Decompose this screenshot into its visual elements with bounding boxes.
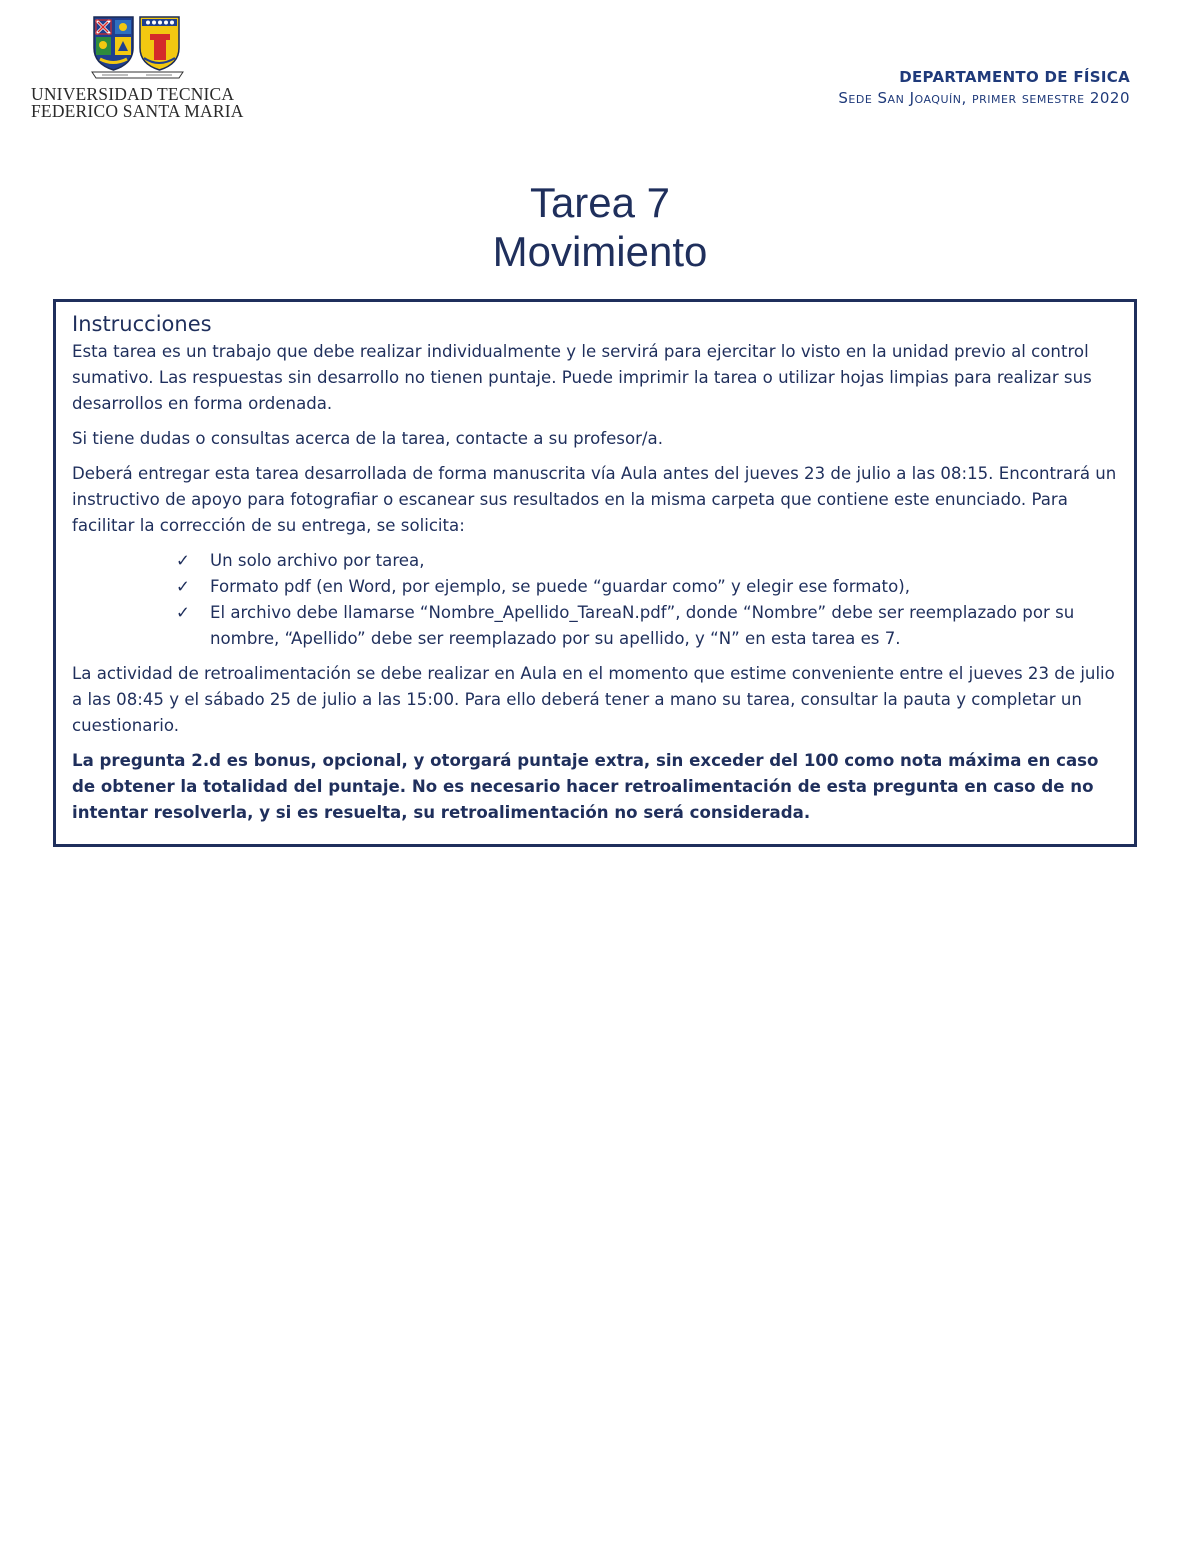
instructions-paragraph-3: Deberá entregar esta tarea desarrollada de forma manuscrita vía Aula antes del jueves 23 de julio a las 08:15. Encontrará un instructivo de apoyo para fotografiar o escanear sus resultados en la misma carpeta que contiene este enunciado. Para facilitar la corrección de su entrega, se solicita: xyxy=(72,464,1117,535)
campus-semester: Sede San Joaquín, primer semestre 2020 xyxy=(838,89,1130,107)
title-line2: Movimiento xyxy=(492,228,708,275)
instructions-paragraph-1: Esta tarea es un trabajo que debe realizar individualmente y le servirá para ejercitar lo visto en la unidad previo al control sumativo. Las respuestas sin desarrollo no tienen puntaje. Puede imprimir la tarea o utilizar hojas limpias para realizar sus desarrollos en forma ordenada. xyxy=(72,342,1092,413)
list-item xyxy=(176,574,1119,600)
checkmark-icon: ✓ xyxy=(176,577,190,596)
instructions-box xyxy=(53,299,1137,847)
instructions-paragraph-2: Si tiene dudas o consultas acerca de la tarea, contacte a su profesor/a. xyxy=(72,429,663,448)
checkmark-icon: ✓ xyxy=(176,603,190,622)
university-name-line2: FEDERICO SANTA MARIA xyxy=(31,101,244,121)
checklist-item-text: Un solo archivo por tarea, xyxy=(210,551,425,570)
checkmark-icon: ✓ xyxy=(176,551,190,570)
checklist-item-text: El archivo debe llamarse “Nombre_Apellido_TareaN.pdf”, donde “Nombre” debe ser reemplazado por su nombre, “Apellido” debe ser reemplazado por su apellido, y “N” en esta tarea es 7. xyxy=(210,603,1075,648)
department-header xyxy=(838,68,1130,107)
department-name: DEPARTAMENTO DE FÍSICA xyxy=(899,68,1130,86)
university-name-line1: UNIVERSIDAD TECNICA xyxy=(31,84,235,104)
list-item xyxy=(176,548,1119,574)
title-line1: Tarea 7 xyxy=(529,179,671,226)
instructions-heading: Instrucciones xyxy=(72,312,212,336)
page-title xyxy=(0,178,1200,276)
submission-checklist xyxy=(72,548,1119,652)
university-logo xyxy=(28,14,253,122)
checklist-item-text: Formato pdf (en Word, por ejemplo, se puede “guardar como” y elegir ese formato), xyxy=(210,577,910,596)
list-item xyxy=(176,600,1119,652)
bonus-note: La pregunta 2.d es bonus, opcional, y otorgará puntaje extra, sin exceder del 100 como nota máxima en caso de obtener la totalidad del puntaje. No es necesario hacer retroalimentación de esta pregunta en caso de no intentar resolverla, y si es resuelta, su retroalimentación no será considerada. xyxy=(72,751,1099,822)
university-crest-icon xyxy=(90,14,185,80)
instructions-paragraph-4: La actividad de retroalimentación se debe realizar en Aula en el momento que estime conveniente entre el jueves 23 de julio a las 08:45 y el sábado 25 de julio a las 15:00. Para ello deberá tener a mano su tarea, consultar la pauta y completar un cuestionario. xyxy=(72,664,1115,735)
